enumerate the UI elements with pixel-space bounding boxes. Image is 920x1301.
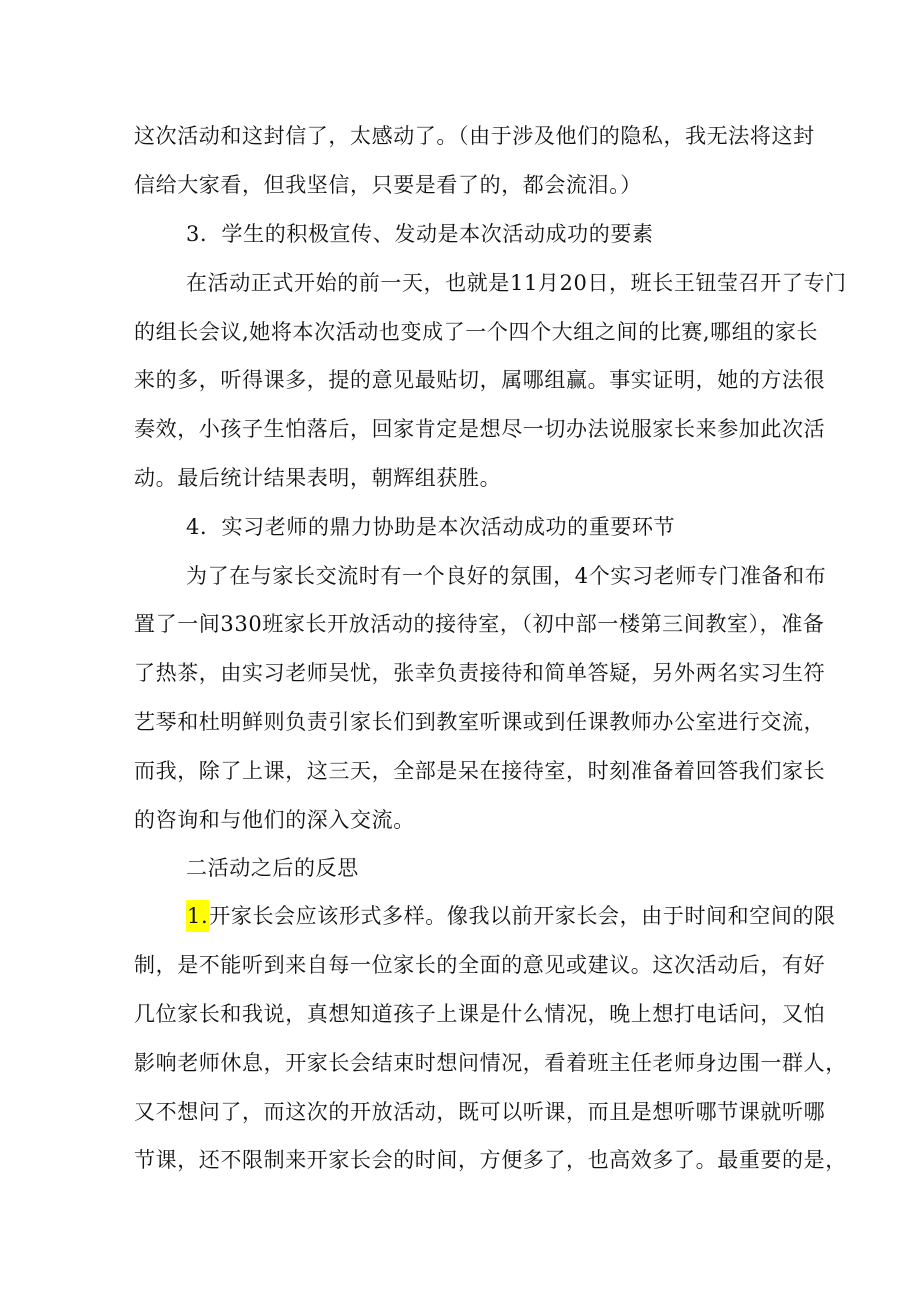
text-line-7: 奏效，小孩子生怕落后，回家肯定是想尽一切办法说服家长来参加此次活 (134, 417, 826, 441)
text-line-1: 这次活动和这封信了，太感动了。（由于涉及他们的隐私，我无法将这封 (134, 124, 815, 148)
text-line-13: 艺琴和杜明鲜则负责引家长们到教室听课或到任课教师办公室进行交流， (134, 710, 826, 734)
section-heading-3: 3．学生的积极宣传、发动是本次活动成功的要素 (186, 222, 654, 246)
text-line-21: 又不想问了，而这次的开放活动，既可以听课，而且是想听哪节课就听哪 (134, 1100, 826, 1124)
text-line-20: 影响老师休息，开家长会结束时想问情况，看着班主任老师身边围一群人， (134, 1051, 847, 1075)
list-item-1-text: 开家长会应该形式多样。像我以前开家长会，由于时间和空间的限 (209, 904, 836, 928)
text-line-2: 信给大家看，但我坚信，只要是看了的，都会流泪。） (134, 173, 642, 197)
section-heading-reflection: 二活动之后的反思 (186, 856, 359, 880)
text-line-10: 为了在与家长交流时有一个良好的氛围，4个实习老师专门准备和布 (186, 564, 827, 588)
list-item-1 (186, 902, 836, 930)
text-line-14: 而我，除了上课，这三天，全部是呆在接待室，时刻准备着回答我们家长 (134, 759, 826, 783)
text-line-12: 了热茶，由实习老师吴忧，张幸负责接待和简单答疑，另外两名实习生符 (134, 661, 826, 685)
text-line-11: 置了一间330班家长开放活动的接待室，（初中部一楼第三间教室），准备 (134, 612, 825, 636)
list-marker-highlighted: 1. (186, 900, 209, 932)
section-heading-4: 4．实习老师的鼎力协助是本次活动成功的重要环节 (186, 515, 676, 539)
text-line-5: 的组长会议,她将本次活动也变成了一个四个大组之间的比赛,哪组的家长 (134, 320, 819, 344)
text-line-6: 来的多，听得课多，提的意见最贴切，属哪组赢。事实证明，她的方法很 (134, 368, 826, 392)
text-line-18: 制，是不能听到来自每一位家长的全面的意见或建议。这次活动后，有好 (134, 953, 826, 977)
text-line-19: 几位家长和我说，真想知道孩子上课是什么情况，晚上想打电话问，又怕 (134, 1002, 826, 1026)
text-line-15: 的咨询和与他们的深入交流。 (134, 808, 415, 832)
text-line-8: 动。最后统计结果表明，朝辉组获胜。 (134, 466, 502, 490)
text-line-22: 节课，还不限制来开家长会的时间，方便多了，也高效多了。最重要的是， (134, 1148, 847, 1172)
text-line-4: 在活动正式开始的前一天，也就是11月20日，班长王钮莹召开了专门 (186, 271, 847, 295)
